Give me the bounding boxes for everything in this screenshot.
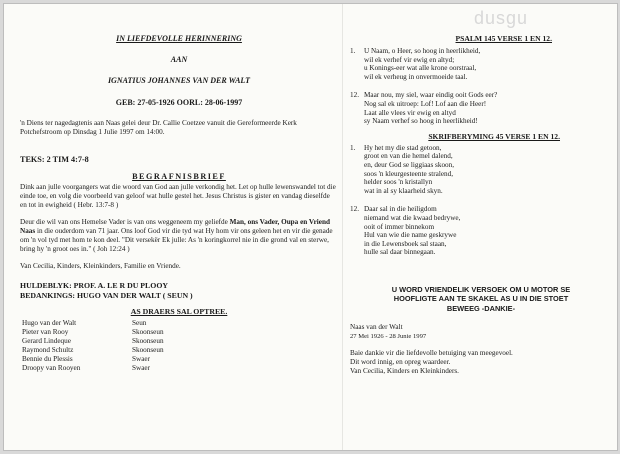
funeral-letter-heading [20, 172, 338, 182]
verse-line: sy Naam verhef so hoog in heerlikheid! [364, 117, 478, 126]
tribute-line: HULDEBLYK: PROF. A. LE R DU PLOOY [20, 281, 169, 290]
verse-line: Nog sal ek uitroep: Lof! Lof aan die Heer! [364, 99, 487, 108]
verse-line: in die Lewensboek sal staan, [364, 239, 447, 248]
funeral-letter-heading-text: BEGRAFNISBRIEF [132, 172, 226, 181]
funeral-paragraph-1: Dink aan julle voorgangers wat die woord van God aan julle verkondig het. Let op hulle lewenswandel tot die einde toe, en volg die voorbeeld van geloof wat hulle gestel het. Jesus Christus is gister en vandag dieselfde en tot in ewigheid ( Hebr. 13:7-8 ) [20, 183, 336, 209]
verse-line: wat in al sy klaarheid skyn. [364, 186, 443, 195]
funeral-paragraph-2-a: Deur die wil van ons Hemelse Vader is van ons weggeneem my geliefde [20, 218, 230, 226]
bearer-relation: Skoonseun [132, 337, 164, 345]
headlights-notice [350, 285, 612, 314]
verse-line: Hy het my die stad getoon, [364, 143, 442, 152]
verse-number: 1. [350, 47, 356, 55]
closing-line: Baie dankie vir die liefdevolle betuiging van meegevoel. [350, 349, 513, 358]
bearer-relation: Swaer [132, 364, 150, 372]
funeral-paragraph-2-b: Man, ons Vader, Oupa en Vriend Naas [20, 218, 330, 235]
notice-line-1: U WORD VRIENDELIK VERSOEK OM U MOTOR SE [391, 284, 571, 294]
bearer-relation: Skoonseun [132, 346, 164, 354]
aan-line: AAN [170, 55, 188, 64]
bearer-name: Pieter van Rooy [22, 328, 69, 336]
closing-line: Dit word innig, en opreg waardeer. [350, 358, 451, 367]
verse-lines [364, 47, 480, 81]
birth-death-dates: GEB: 27-05-1926 OORL: 28-06-1997 [115, 98, 243, 107]
bearer-name: Raymond Schultz [22, 346, 74, 354]
verse-number: 12. [350, 205, 359, 214]
bearer-name: Droopy van Rooyen [22, 364, 81, 372]
scripture-verse [350, 144, 612, 196]
service-text: 'n Diens ter nagedagtenis aan Naas gelei deur Dr. Callie Coetzee vanuit die Gereformeerde Kerk Potchefstroom op Dinsdag 1 Julie 1997 om 14:00. [20, 119, 297, 136]
right-column [350, 34, 612, 376]
family-signoff: Van Cecilia, Kinders, Kleinkinders, Familie en Vriende. [20, 262, 181, 270]
verse-line: niemand wat die kwaad bedrywe, [364, 213, 461, 222]
scripture-verse [350, 205, 612, 257]
verse-line: ooit of immer binnekom [364, 222, 435, 231]
verse-line: hulle sal daar binnegaan. [364, 248, 436, 257]
psalm-verse [350, 47, 612, 81]
deceased-name: IGNATIUS JOHANNES VAN DER WALT [107, 76, 251, 85]
closing-line: Van Cecilia, Kinders en Kleinkinders. [350, 367, 459, 376]
memorial-title: IN LIEFDEVOLLE HERINNERING [116, 34, 242, 43]
verse-line: Hul van wie die name geskrywe [364, 231, 457, 240]
verse-number: 12. [350, 91, 359, 100]
notice-line-3: BEWEEG -DANKIE- [446, 303, 516, 313]
verse-line: Daar sal in die heiligdom [364, 205, 437, 214]
bearer-name: Hugo van der Walt [22, 319, 77, 327]
closing-dates: 27 Mei 1926 - 28 Junie 1997 [350, 333, 427, 341]
left-column [20, 34, 338, 373]
bearer-name: Gerard Lindeque [22, 337, 71, 345]
bearers-heading [20, 307, 338, 317]
bearer-relation: Skoonseun [132, 328, 164, 336]
bearer-relation: Seun [132, 319, 147, 327]
scripture-reference: TEKS: 2 TIM 4:7-8 [20, 155, 89, 164]
bearer-relation: Swaer [132, 355, 150, 363]
bearers-heading-text: AS DRAERS SAL OPTREE. [130, 307, 228, 316]
psalm-heading-text: PSALM 145 VERSE 1 EN 12. [455, 34, 552, 43]
verse-line: groot en van die hemel dalend, [364, 152, 453, 161]
funeral-paragraph-2-c: in die ouderdom van 71 jaar. Ons loof God vir die tyd wat Hy hom vir ons geleen het en vir die genade om 'n vol tyd met hom te kon deel. "Dit versekër Ek julle: As 'n koringkorrel nie in die grond val en sterwe, bring hy 'n groot oes in." ( Joh 12:24 ) [20, 227, 333, 253]
verse-line: soos 'n kleurgesteente stralend, [364, 169, 453, 178]
verse-line: wil ek verheug in onvermoeide taal. [364, 72, 468, 81]
scripture-heading [350, 132, 612, 142]
psalm-verse [350, 91, 612, 125]
verse-line: u Konings-eer wat alle krone oorstraal, [364, 64, 477, 73]
bearers-list [22, 319, 338, 373]
ghost-text: dusgu [474, 8, 529, 28]
funeral-paragraph-2 [20, 218, 338, 254]
verse-line: Laat alle vlees vir ewig en altyd [364, 108, 456, 117]
psalm-heading [350, 34, 612, 44]
verse-lines [364, 91, 497, 125]
memorial-card [3, 3, 618, 451]
verse-line: en, deur God se liggiaas skoon, [364, 160, 455, 169]
verse-number: 1. [350, 143, 356, 152]
verse-line: wil ek verhef vir ewig en altyd; [364, 55, 455, 64]
verse-line: U Naam, o Heer, so hoog in heerlikheid, [364, 47, 481, 55]
closing-block [350, 323, 612, 376]
verse-lines [364, 205, 460, 257]
thanks-line: BEDANKINGS: HUGO VAN DER WALT ( SEUN ) [20, 291, 193, 300]
notice-line-2: HOOFLIGTE AAN TE SKAKEL AS U IN DIE STOET [393, 294, 569, 304]
scripture-heading-text: SKRIFBERYMING 45 VERSE 1 EN 12. [428, 131, 560, 141]
closing-name: Naas van der Walt [350, 323, 403, 332]
bearer-name: Bennie du Plessis [22, 355, 73, 363]
fold-line [342, 4, 343, 450]
verse-lines [364, 144, 454, 196]
verse-line: helder soos 'n kristallyn [364, 178, 433, 187]
verse-line: Maar nou, my siel, waar eindig ooit Gods eer? [364, 91, 498, 100]
